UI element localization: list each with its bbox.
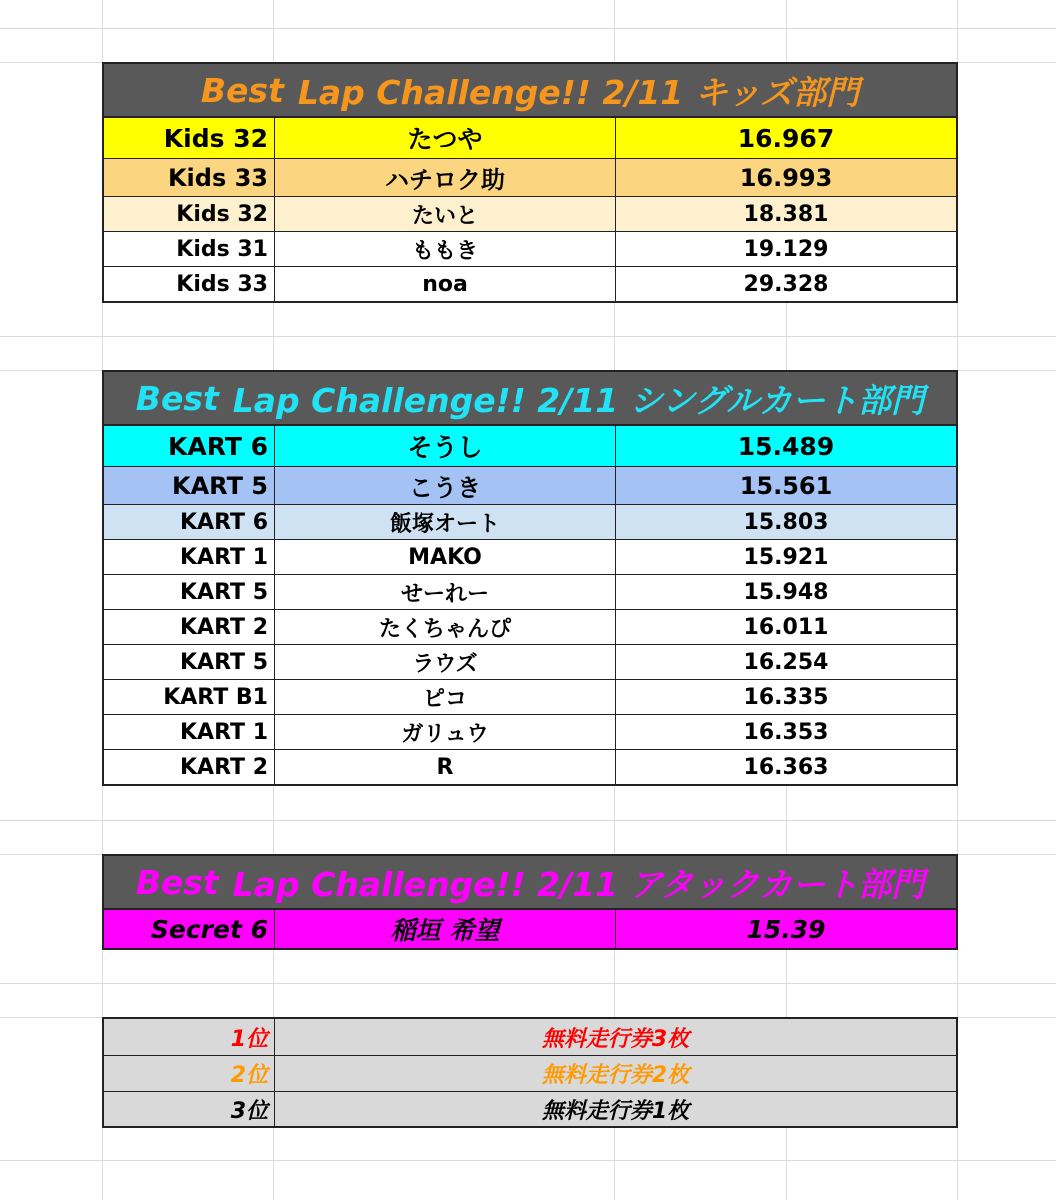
single-time-cell: 16.335: [743, 684, 829, 710]
single-kart-cell: KART 5: [104, 575, 275, 609]
prize-rank-cell: 2位: [104, 1056, 275, 1091]
single-row: [104, 466, 956, 504]
attack-kart-title: [104, 856, 956, 910]
single-kart-table: [102, 370, 958, 786]
prize-row: [104, 1055, 956, 1091]
prize-description-cell: 無料走行券1枚: [541, 1098, 690, 1124]
single-name-cell: せーれー: [275, 575, 616, 609]
single-row: [104, 504, 956, 539]
single-row: [104, 679, 956, 714]
kids-row: [104, 231, 956, 266]
kids-time-cell: 16.993: [739, 163, 833, 192]
kids-name-cell: ハチロク助: [275, 159, 616, 196]
single-name-cell: こうき: [275, 467, 616, 504]
single-kart-cell: KART 5: [104, 467, 275, 504]
single-kart-title: [104, 372, 956, 426]
kids-title: [104, 64, 956, 118]
prize-rank-cell: 1位: [104, 1019, 275, 1055]
kids-time-cell: 19.129: [743, 236, 829, 262]
attack-title-rest: Lap Challenge!! 2/11 アタックカート部門: [232, 864, 925, 904]
single-name-cell: R: [275, 750, 616, 784]
single-row: [104, 749, 956, 784]
single-time-cell: 15.561: [739, 471, 833, 500]
single-time-cell: 16.011: [743, 614, 829, 640]
attack-name-cell: 稲垣 希望: [275, 910, 616, 948]
single-name-cell: ガリュウ: [275, 715, 616, 749]
kids-row: [104, 266, 956, 301]
single-name-cell: そうし: [275, 426, 616, 466]
single-time-cell: 16.363: [743, 754, 829, 780]
prize-rank-cell: 3位: [104, 1092, 275, 1126]
kids-title-prefix: Best: [200, 70, 284, 110]
single-row: [104, 714, 956, 749]
kids-table: [102, 62, 958, 303]
kids-name-cell: ももき: [275, 232, 616, 266]
kids-time-cell: 16.967: [737, 123, 835, 153]
single-row: [104, 609, 956, 644]
single-name-cell: ピコ: [275, 680, 616, 714]
single-time-cell: 15.803: [743, 509, 829, 535]
prize-table: [102, 1017, 958, 1128]
kids-title-rest: Lap Challenge!! 2/11 キッズ部門: [297, 72, 860, 112]
single-title-rest: Lap Challenge!! 2/11 シングルカート部門: [232, 380, 925, 420]
kids-name-cell: たいと: [275, 197, 616, 231]
kids-row: [104, 118, 956, 158]
prize-description-cell: 無料走行券2枚: [541, 1063, 690, 1088]
single-kart-cell: KART 1: [104, 715, 275, 749]
kids-kart-cell: Kids 33: [104, 267, 275, 301]
single-kart-cell: KART B1: [104, 680, 275, 714]
single-kart-cell: KART 2: [104, 750, 275, 784]
attack-kart-cell: Secret 6: [104, 910, 275, 948]
single-kart-cell: KART 2: [104, 610, 275, 644]
kids-kart-cell: Kids 33: [104, 159, 275, 196]
kids-kart-cell: Kids 32: [104, 197, 275, 231]
single-name-cell: たくちゃんぴ: [275, 610, 616, 644]
single-time-cell: 16.254: [743, 649, 829, 675]
kids-name-cell: たつや: [275, 118, 616, 158]
attack-row: [104, 910, 956, 948]
kids-name-cell: noa: [275, 267, 616, 301]
single-time-cell: 15.921: [743, 544, 829, 570]
single-row: [104, 426, 956, 466]
single-row: [104, 539, 956, 574]
kids-kart-cell: Kids 32: [104, 118, 275, 158]
single-kart-cell: KART 6: [104, 426, 275, 466]
kids-kart-cell: Kids 31: [104, 232, 275, 266]
single-time-cell: 15.489: [737, 431, 835, 461]
prize-row: [104, 1091, 956, 1126]
single-row: [104, 574, 956, 609]
kids-row: [104, 196, 956, 231]
single-title-prefix: Best: [135, 378, 219, 418]
kids-time-cell: 18.381: [743, 201, 829, 227]
kids-row: [104, 158, 956, 196]
single-kart-cell: KART 5: [104, 645, 275, 679]
single-time-cell: 16.353: [743, 719, 829, 745]
single-time-cell: 15.948: [743, 579, 829, 605]
single-name-cell: ラウズ: [275, 645, 616, 679]
prize-description-cell: 無料走行券3枚: [541, 1026, 690, 1052]
attack-time-cell: 15.39: [746, 914, 826, 944]
attack-title-prefix: Best: [135, 862, 219, 902]
single-kart-cell: KART 1: [104, 540, 275, 574]
prize-row: [104, 1019, 956, 1055]
single-name-cell: MAKO: [275, 540, 616, 574]
single-row: [104, 644, 956, 679]
attack-kart-table: [102, 854, 958, 950]
single-kart-cell: KART 6: [104, 505, 275, 539]
kids-time-cell: 29.328: [743, 271, 829, 297]
single-name-cell: 飯塚オート: [275, 505, 616, 539]
